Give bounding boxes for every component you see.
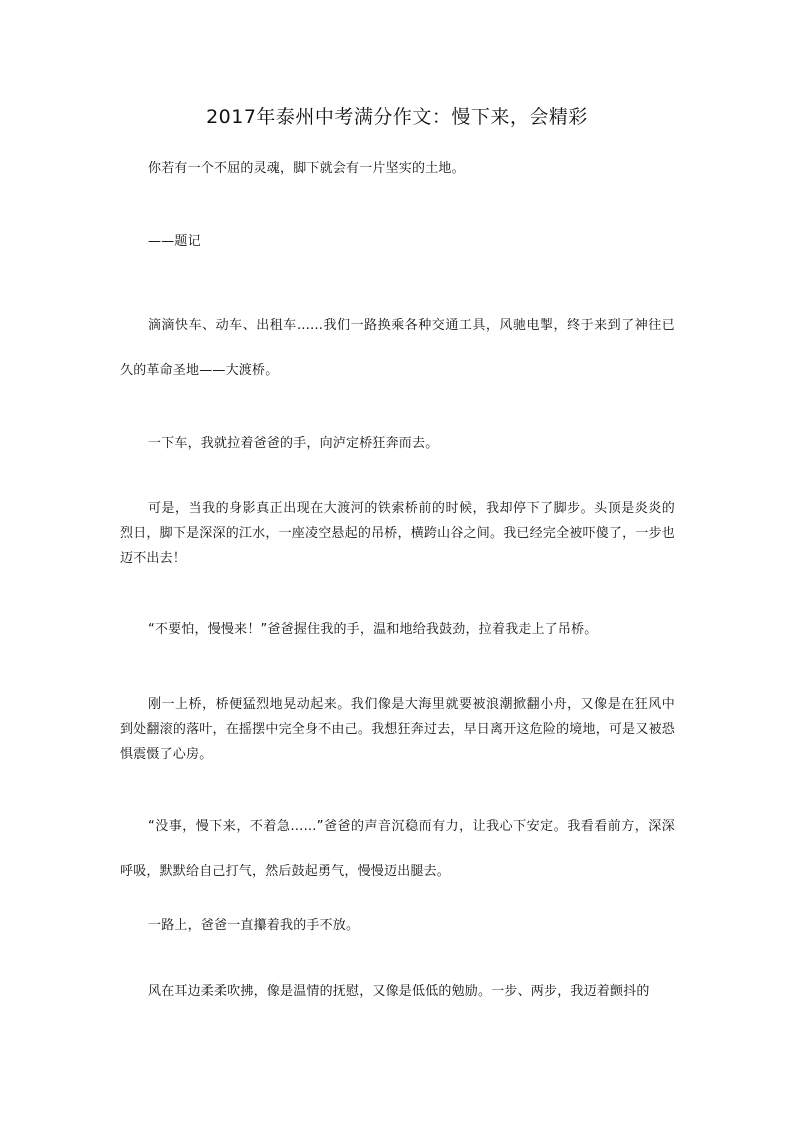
- paragraph-journey: 滴滴快车、动车、出租车……我们一路换乘各种交通工具，风驰电掣，终于来到了神往已久的革命圣地——大渡桥。: [120, 318, 675, 378]
- paragraph-bridge-fear: 可是，当我的身影真正出现在大渡河的铁索桥前的时候，我却停下了脚步。头顶是炎炎的烈日，脚下是深深的江水，一座凌空悬起的吊桥，横跨山谷之间。我已经完全被吓傻了，一步也迈不出去！: [120, 501, 675, 566]
- paragraph-arrival: 一下车，我就拉着爸爸的手，向泸定桥狂奔而去。: [148, 436, 439, 451]
- paragraph-bridge-shaking: 刚一上桥，桥便猛烈地晃动起来。我们像是大海里就要被浪潮掀翻小舟，又像是在狂风中到处翻滚的落叶，在摇摆中完全身不由己。我想狂奔过去，早日离开这危险的境地，可是又被恐惧震慑了心房。: [120, 697, 675, 762]
- document-title: 2017年泰州中考满分作文：慢下来，会精彩: [206, 106, 588, 128]
- paragraph-slow-down: “没事，慢下来，不着急……”爸爸的声音沉稳而有力，让我心下安定。我看看前方，深深呼吸，默默给自己打气，然后鼓起勇气，慢慢迈出腿去。: [120, 819, 675, 879]
- paragraph-holding-hand: 一路上，爸爸一直攥着我的手不放。: [148, 918, 360, 933]
- paragraph-epigraph: 你若有一个不屈的灵魂，脚下就会有一片坚实的土地。: [148, 161, 465, 176]
- paragraph-epigraph-source: ——题记: [148, 234, 201, 249]
- paragraph-wind: 风在耳边柔柔吹拂，像是温情的抚慰，又像是低低的勉励。一步、两步，我迈着颤抖的: [148, 984, 650, 999]
- paragraph-father-encourage: “不要怕，慢慢来！”爸爸握住我的手，温和地给我鼓劲，拉着我走上了吊桥。: [148, 622, 598, 637]
